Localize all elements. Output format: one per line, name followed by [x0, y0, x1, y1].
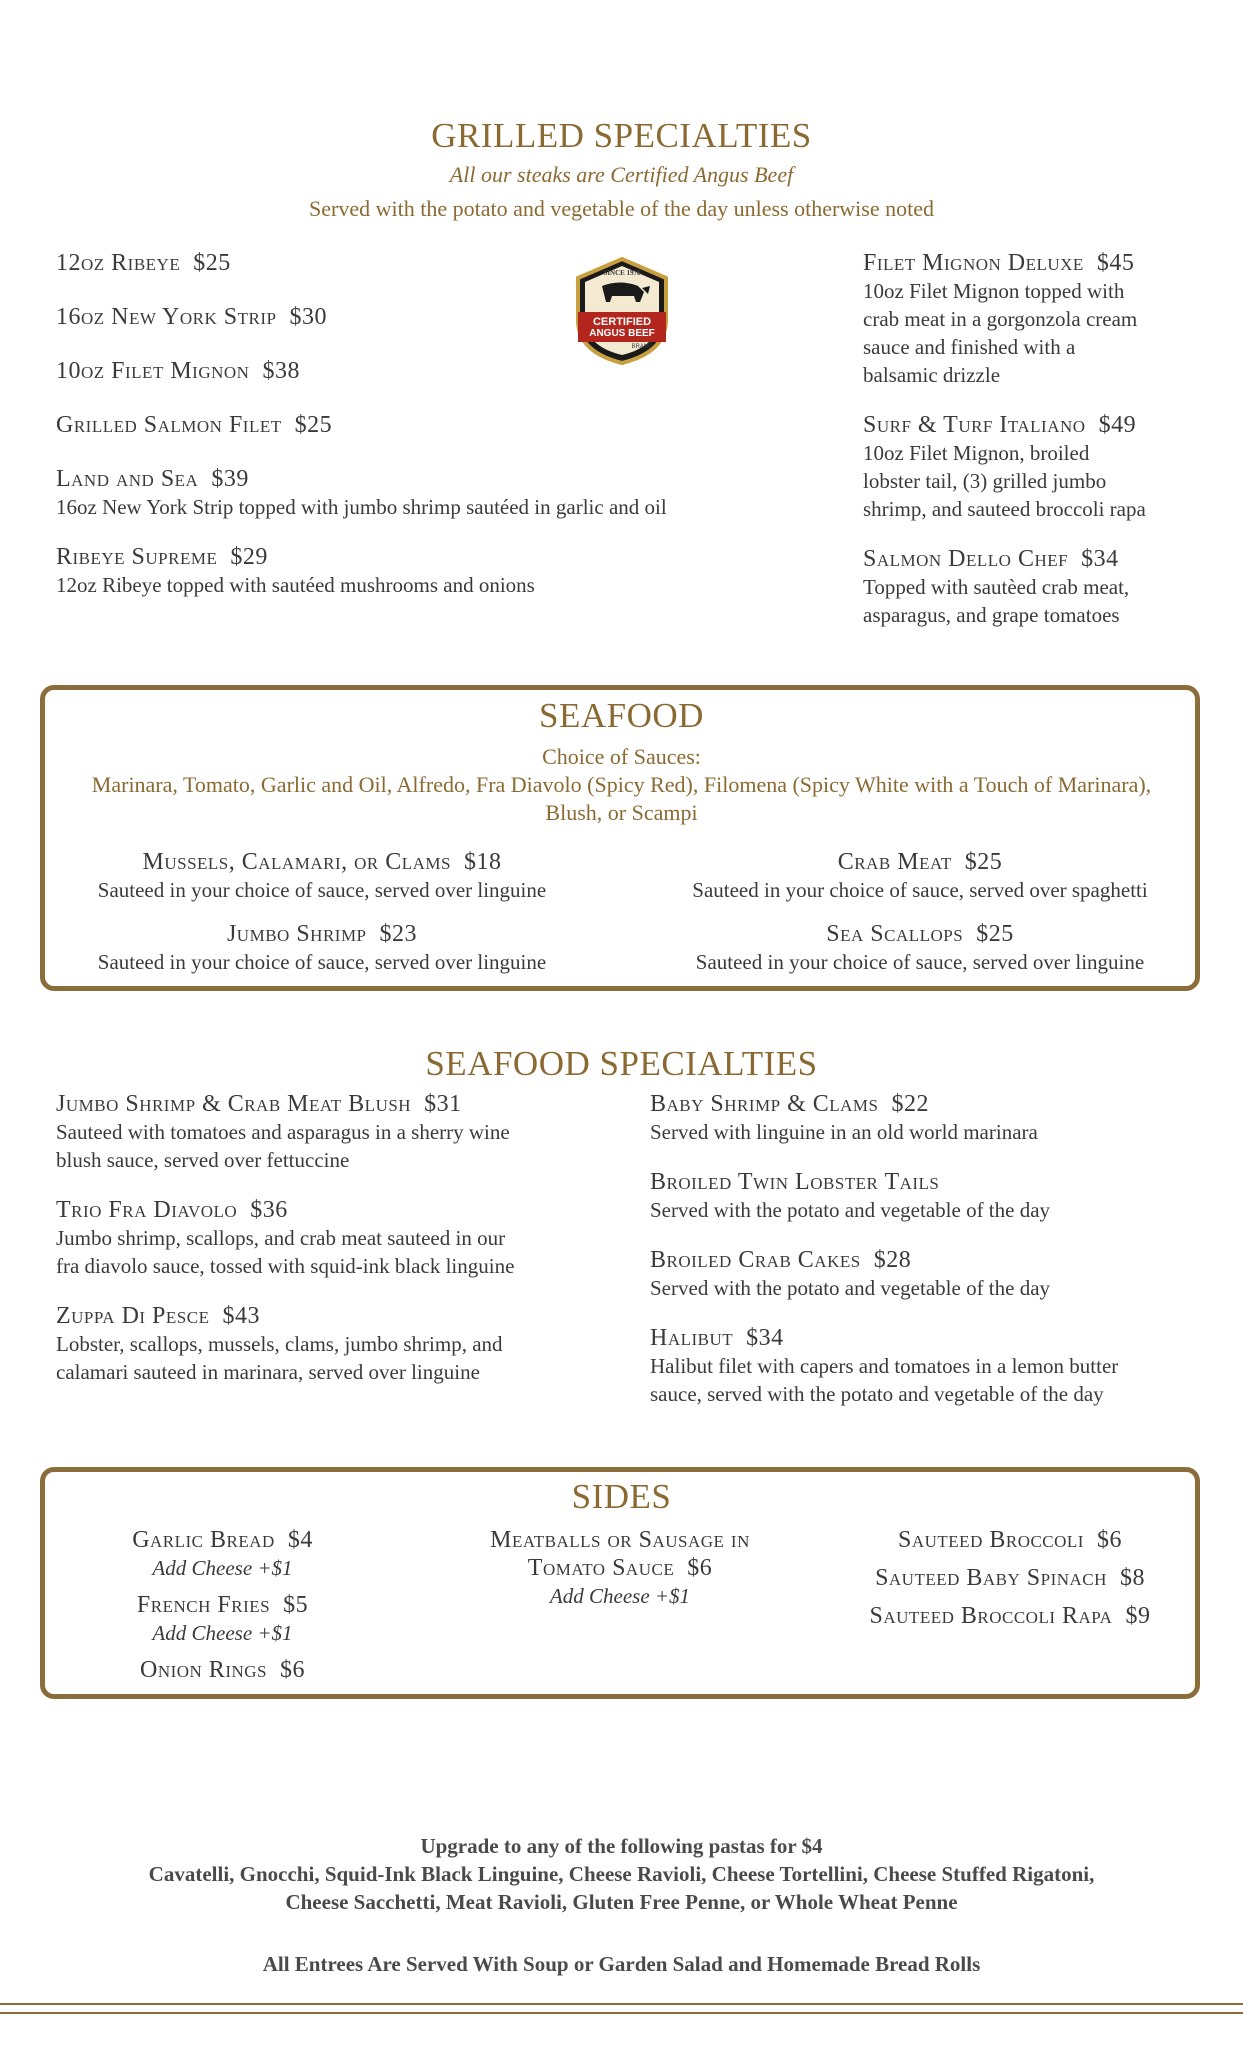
item-description: 12oz Ribeye topped with sautéed mushrooms and onions — [56, 573, 535, 597]
item-price: $25 — [976, 921, 1014, 947]
item-description: asparagus, and grape tomatoes — [863, 603, 1120, 627]
grilled-title: GRILLED SPECIALTIES — [431, 116, 812, 155]
item-name: Onion Rings — [139, 1657, 267, 1683]
specialty-item — [56, 1302, 636, 1386]
logo-brand: BRAND — [631, 344, 653, 350]
item-price: $39 — [211, 466, 249, 492]
specialty-item — [650, 1324, 1230, 1408]
seafood-item — [655, 920, 1185, 976]
item-name: Halibut — [650, 1325, 734, 1351]
item-description: crab meat in a gorgonzola cream — [863, 307, 1138, 331]
footer-divider — [0, 2003, 1243, 2005]
item-description: Served with the potato and vegetable of the day — [650, 1198, 1051, 1222]
item-price: $5 — [283, 1592, 309, 1618]
logo-certified: CERTIFIED — [592, 316, 652, 328]
pasta-options: Cheese Sacchetti, Meat Ravioli, Gluten Free Penne, or Whole Wheat Penne — [285, 1890, 958, 1914]
grilled-item — [56, 543, 535, 599]
item-price: $18 — [463, 849, 502, 875]
seafood-sauces: Blush, or Scampi — [545, 800, 698, 825]
item-price: $34 — [746, 1325, 784, 1351]
item-description: Lobster, scallops, mussels, clams, jumbo shrimp, and — [56, 1332, 503, 1356]
grilled-subtitle: All our steaks are Certified Angus Beef — [449, 162, 794, 187]
item-price: $6 — [1096, 1527, 1122, 1553]
seafood-sauces: Marinara, Tomato, Garlic and Oil, Alfredo, Fra Diavolo (Spicy Red), Filomena (Spicy White with a Touch of Marinara), — [91, 772, 1152, 797]
footer-divider — [0, 2012, 1243, 2014]
specialty-item — [650, 1168, 1230, 1224]
grilled-item — [56, 357, 300, 385]
item-price: $6 — [280, 1657, 305, 1683]
item-name: Mussels, Calamari, or Clams — [142, 849, 451, 875]
seafood-item — [62, 848, 582, 904]
item-price: $25 — [964, 849, 1003, 875]
item-price: $34 — [1081, 546, 1119, 572]
item-name: Grilled Salmon Filet — [56, 412, 282, 438]
item-description: fra diavolo sauce, tossed with squid-ink black linguine — [56, 1254, 515, 1278]
item-name: Meatballs or Sausage in — [490, 1527, 750, 1553]
item-description: Sauteed in your choice of sauce, served over spaghetti — [692, 878, 1148, 902]
item-price: $31 — [424, 1091, 462, 1117]
item-name: Ribeye Supreme — [56, 544, 218, 570]
grilled-item — [56, 303, 327, 331]
item-description: Jumbo shrimp, scallops, and crab meat sauteed in our — [56, 1226, 506, 1250]
angus-beef-logo — [572, 256, 672, 366]
item-price: $29 — [230, 544, 268, 570]
item-price: $23 — [379, 921, 418, 947]
grilled-item — [863, 411, 1203, 523]
side-item — [840, 1564, 1180, 1592]
item-description: Sauteed in your choice of sauce, served over linguine — [97, 950, 547, 974]
item-name: 12oz Ribeye — [56, 250, 181, 276]
item-price: $45 — [1096, 250, 1135, 276]
item-note: Add Cheese +$1 — [549, 1584, 691, 1608]
item-price: $8 — [1119, 1565, 1145, 1591]
seafood-item — [62, 920, 582, 976]
grilled-item — [56, 249, 231, 277]
item-description: sauce, served with the potato and vegetable of the day — [650, 1382, 1104, 1406]
upgrade-heading: Upgrade to any of the following pastas for $4 — [420, 1834, 823, 1858]
side-item — [60, 1656, 385, 1684]
grilled-item — [863, 545, 1203, 629]
item-name: Broiled Twin Lobster Tails — [650, 1169, 940, 1195]
item-price: $30 — [289, 304, 327, 330]
item-description: shrimp, and sauteed broccoli rapa — [863, 497, 1146, 521]
item-name: Sauteed Broccoli Rapa — [869, 1603, 1113, 1629]
specialty-item — [56, 1090, 636, 1174]
specialties-title: SEAFOOD SPECIALTIES — [425, 1044, 818, 1083]
item-name: Surf & Turf Italiano — [863, 412, 1086, 438]
pasta-options: Cavatelli, Gnocchi, Squid-Ink Black Linguine, Cheese Ravioli, Cheese Tortellini, Cheese Stuffed Rigatoni, — [148, 1862, 1095, 1886]
item-name: Trio Fra Diavolo — [56, 1197, 238, 1223]
item-price: $28 — [873, 1247, 912, 1273]
item-description: balsamic drizzle — [863, 363, 1001, 387]
logo-angus-beef: ANGUS BEEF — [589, 328, 655, 339]
item-name: Zuppa Di Pesce — [56, 1303, 210, 1329]
item-name: Jumbo Shrimp — [226, 921, 367, 947]
item-name: 10oz Filet Mignon — [56, 358, 250, 384]
seafood-sauces-label: Choice of Sauces: — [542, 744, 701, 769]
seafood-title: SEAFOOD — [539, 696, 704, 735]
item-description: 10oz Filet Mignon topped with — [863, 279, 1125, 303]
item-name: Land and Sea — [56, 466, 199, 492]
item-name: French Fries — [136, 1592, 271, 1618]
item-price: $22 — [891, 1091, 930, 1117]
item-price: $4 — [287, 1527, 313, 1553]
item-name: Sea Scallops — [826, 921, 964, 947]
specialty-item — [56, 1196, 636, 1280]
item-description: lobster tail, (3) grilled jumbo — [863, 469, 1107, 493]
grilled-item — [56, 411, 332, 439]
item-description: Served with the potato and vegetable of the day — [650, 1276, 1051, 1300]
item-price: $9 — [1125, 1603, 1151, 1629]
item-name: Salmon Dello Chef — [863, 546, 1069, 572]
entrees-note: All Entrees Are Served With Soup or Garden Salad and Homemade Bread Rolls — [262, 1952, 981, 1976]
item-description: Sauteed in your choice of sauce, served over linguine — [97, 878, 547, 902]
item-description: Sauteed in your choice of sauce, served over linguine — [695, 950, 1145, 974]
sides-title: SIDES — [571, 1477, 672, 1516]
seafood-item — [655, 848, 1185, 904]
item-name: Sauteed Broccoli — [898, 1527, 1084, 1553]
side-item — [840, 1602, 1180, 1630]
side-item — [60, 1591, 385, 1647]
item-price: $6 — [687, 1555, 713, 1581]
item-description: Topped with sautèed crab meat, — [863, 575, 1130, 599]
item-price: $43 — [222, 1303, 260, 1329]
item-note: Add Cheese +$1 — [152, 1621, 293, 1645]
item-name: Garlic Bread — [132, 1527, 275, 1553]
item-description: blush sauce, served over fettuccine — [56, 1148, 350, 1172]
item-name: Tomato Sauce — [527, 1555, 675, 1581]
side-item — [60, 1526, 385, 1582]
item-price: $38 — [262, 358, 300, 384]
item-note: Add Cheese +$1 — [152, 1556, 293, 1580]
item-description: Served with linguine in an old world marinara — [650, 1120, 1038, 1144]
item-name: Baby Shrimp & Clams — [650, 1091, 879, 1117]
item-name: Sauteed Baby Spinach — [875, 1565, 1107, 1591]
item-description: 16oz New York Strip topped with jumbo shrimp sautéed in garlic and oil — [56, 495, 667, 519]
grilled-note: Served with the potato and vegetable of the day unless otherwise noted — [309, 196, 934, 221]
item-description: 10oz Filet Mignon, broiled — [863, 441, 1090, 465]
specialty-item — [650, 1246, 1230, 1302]
grilled-item — [863, 249, 1203, 389]
item-price: $25 — [294, 412, 333, 438]
item-name: Broiled Crab Cakes — [650, 1247, 861, 1273]
item-name: Jumbo Shrimp & Crab Meat Blush — [56, 1091, 412, 1117]
item-description: sauce and finished with a — [863, 335, 1076, 359]
item-description: Sauteed with tomatoes and asparagus in a sherry wine — [56, 1120, 510, 1144]
side-item — [420, 1526, 820, 1610]
grilled-item — [56, 465, 667, 521]
item-name: 16oz New York Strip — [56, 304, 277, 330]
item-description: Halibut filet with capers and tomatoes in a lemon butter — [650, 1354, 1119, 1378]
logo-since: SINCE 1978 — [603, 269, 641, 277]
side-item — [840, 1526, 1180, 1554]
specialty-item — [650, 1090, 1230, 1146]
item-price: $49 — [1098, 412, 1137, 438]
item-name: Filet Mignon Deluxe — [863, 250, 1084, 276]
item-name: Crab Meat — [837, 849, 952, 875]
item-price: $36 — [250, 1197, 288, 1223]
item-price: $25 — [193, 250, 231, 276]
item-description: calamari sauteed in marinara, served over linguine — [56, 1360, 480, 1384]
